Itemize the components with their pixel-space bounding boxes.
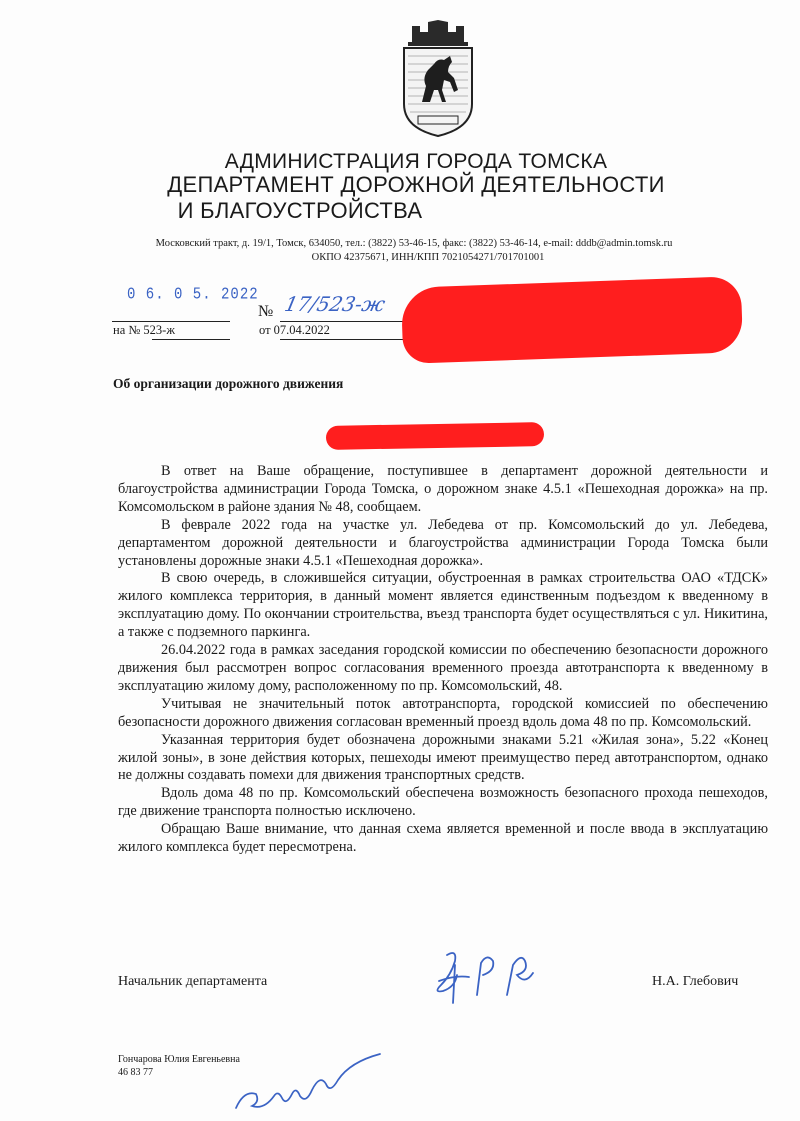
reply-date-underline [280, 339, 408, 340]
reply-number-underline [152, 339, 230, 340]
executor-info [118, 1053, 240, 1079]
reply-date: от 07.04.2022 [259, 323, 330, 337]
contact-address: Московский тракт, д. 19/1, Томск, 634050, тел.: (3822) 53-46-15, факс: (3822) 53-46-14, e-mail: dddb@admin.tomsk.ru [155, 238, 673, 249]
city-crest-emblem [398, 20, 478, 142]
body-paragraph: В ответ на Ваше обращение, поступившее в департамент дорожной деятельности и благоустройства администрации Города Томска, о дорожном знаке 4.5.1 «Пешеходная дорожка» на пр. Комсомольском в районе здания № 48, сообщаем. [118, 463, 768, 515]
body-paragraph: Вдоль дома 48 по пр. Комсомольский обеспечена возможность безопасного прохода пешеходов, где движение транспорта полностью исключено. [118, 785, 768, 820]
outgoing-number-handwritten: 17/523-ж [282, 292, 388, 316]
reply-to-number: на № 523-ж [113, 323, 175, 337]
header-department: ДЕПАРТАМЕНТ ДОРОЖНОЙ ДЕЯТЕЛЬНОСТИ [167, 172, 665, 197]
date-underline [112, 321, 230, 322]
body-paragraph: В свою очередь, в сложившейся ситуации, обустроенная в рамках строительства ОАО «ТДСК» жилого комплекса территория, в данный момент является единственным подъездом к введенному в эксплуатацию дому. По окончании строительства, въезд транспорта будет осуществляться с ул. Никитина, а также с подземного паркинга. [118, 570, 768, 641]
handwritten-signature-icon [425, 945, 540, 1015]
body-paragraph: 26.04.2022 года в рамках заседания городской комиссии по обеспечению безопасности дорожного движения был рассмотрен вопрос согласования временного проезда автотранспорта к введенному в эксплуатацию жилому дому, расположенному по пр. Комсомольский, 48. [118, 642, 768, 694]
executor-phone: 46 83 77 [118, 1067, 153, 1078]
number-sign: № [258, 303, 274, 320]
executor-name: Гончарова Юлия Евгеньевна [118, 1054, 240, 1065]
header-administration: АДМИНИСТРАЦИЯ ГОРОДА ТОМСКА [224, 150, 608, 173]
letter-body [118, 463, 768, 857]
date-stamp: 0 6. 0 5. 2022 [127, 285, 259, 305]
body-paragraph: Обращаю Ваше внимание, что данная схема является временной и после ввода в эксплуатацию жилого комплекса будет пересмотрена. [118, 821, 768, 856]
header-department-cont: И БЛАГОУСТРОЙСТВА [177, 198, 423, 223]
signatory-title: Начальник департамента [118, 974, 268, 989]
contact-codes: ОКПО 42375671, ИНН/КПП 7021054271/701701001 [311, 252, 545, 263]
number-underline [280, 321, 408, 322]
body-paragraph: Учитывая не значительный поток автотранспорта, городской комиссией по обеспечению безопасности дорожного движения согласован временный проезд вдоль дома 48 по пр. Комсомольский. [118, 695, 768, 730]
redaction-salutation [326, 422, 544, 450]
executor-signature-icon [230, 1050, 390, 1121]
redaction-recipient [401, 276, 743, 364]
letter-subject: Об организации дорожного движения [113, 376, 344, 391]
signatory-name: Н.А. Глебович [652, 974, 739, 989]
body-paragraph: Указанная территория будет обозначена дорожными знаками 5.21 «Жилая зона», 5.22 «Конец жилой зоны», в зоне действия которых, пешеходы имеют преимущество перед автотранспортом, однако не должны создавать помехи для движения транспортных средств. [118, 731, 768, 784]
body-paragraph: В феврале 2022 года на участке ул. Лебедева от пр. Комсомольский до ул. Лебедева, департаментом дорожной деятельности и благоустройства администрации Города Томска были установлены дорожные знаки 4.5.1 «Пешеходная дорожка». [118, 516, 768, 569]
